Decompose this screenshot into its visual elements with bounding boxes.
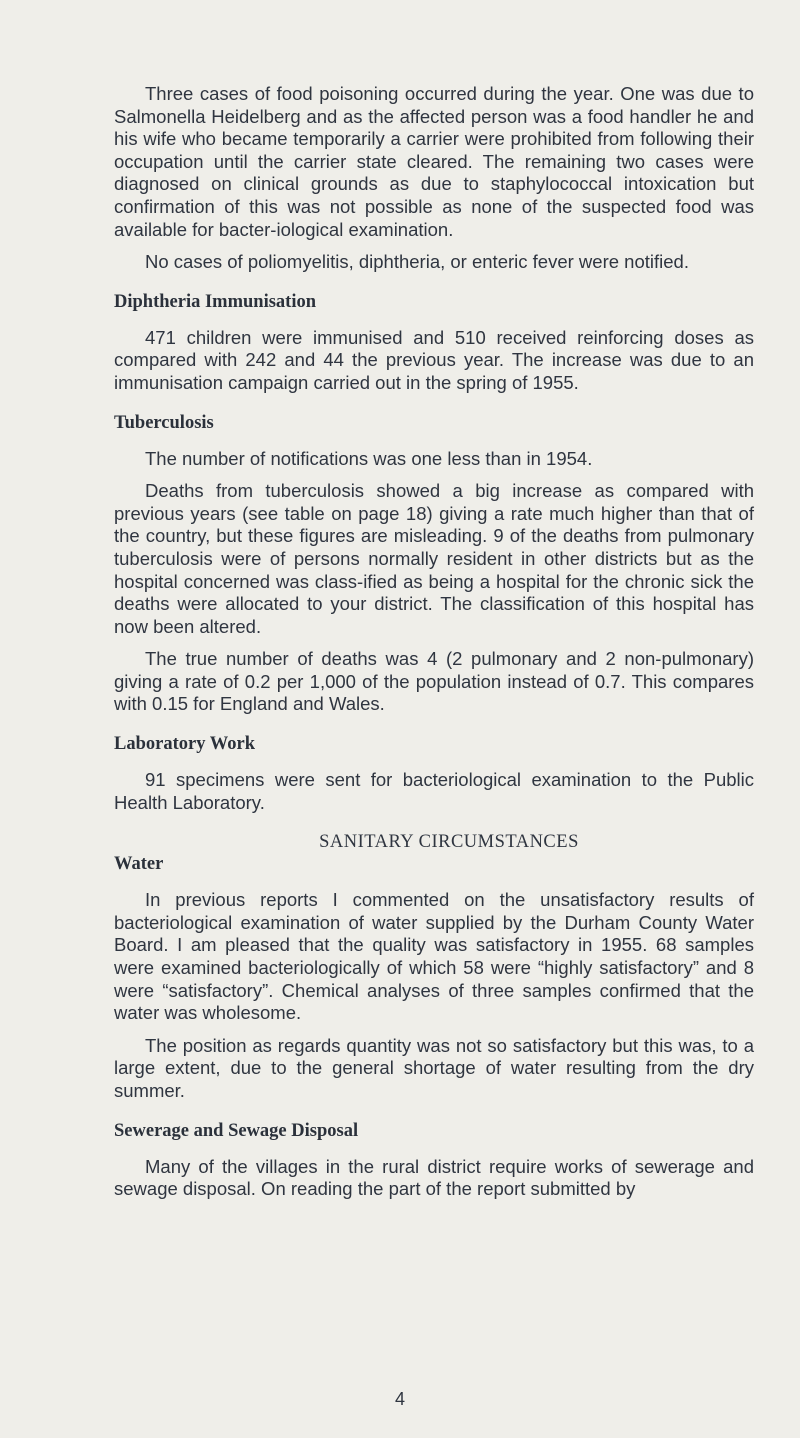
laboratory-heading: Laboratory Work (114, 734, 255, 755)
tuberculosis-true-number-paragraph: The true number of deaths was 4 (2 pulmonary and 2 non-pulmonary) giving a rate of 0.2 per 1,000 of the population instead of 0.7. This compares with 0.15 for England and Wales. (114, 648, 754, 715)
tuberculosis-deaths-paragraph: Deaths from tuberculosis showed a big increase as compared with previous years (see table on page 18) giving a rate much higher than that of the country, but these figures are misleading. 9 of the deaths from pulmonary tuberculosis were of persons normally resident in other districts but as the hospital concerned was class-ified as being a hospital for the chronic sick the deaths were allocated to your district. The classification of this hospital has now been altered. (114, 480, 754, 637)
food-poisoning-paragraph: Three cases of food poisoning occurred during the year. One was due to Salmonella Heidelberg and as the affected person was a food handler he and his wife who became temporarily a carrier were prohibited from following their occupation until the carrier state cleared. The remaining two cases were diagnosed on clinical grounds as due to staphylococcal intoxication but confirmation of this was not possible as none of the suspected food was available for bacter-iological examination. (114, 83, 754, 240)
sanitary-circumstances-title: SANITARY CIRCUMSTANCES (319, 832, 579, 853)
tuberculosis-heading: Tuberculosis (114, 412, 214, 433)
water-heading: Water (114, 854, 164, 875)
page-content (114, 83, 754, 1201)
sewerage-paragraph: Many of the villages in the rural district require works of sewerage and sewage disposal. On reading the part of the report submitted by (114, 1155, 754, 1200)
sewerage-heading: Sewerage and Sewage Disposal (114, 1120, 359, 1141)
water-quantity-paragraph: The position as regards quantity was not so satisfactory but this was, to a large extent, due to the general shortage of water resulting from the dry summer. (114, 1034, 754, 1101)
page-number: 4 (394, 1389, 405, 1409)
laboratory-paragraph: 91 specimens were sent for bacteriological examination to the Public Health Laboratory. (114, 769, 754, 813)
tuberculosis-notifications-paragraph: The number of notifications was one less than in 1954. (145, 447, 593, 469)
diphtheria-heading: Diphtheria Immunisation (114, 291, 316, 312)
diphtheria-paragraph: 471 children were immunised and 510 received reinforcing doses as compared with 242 and 44 the previous year. The increase was due to an immunisation campaign carried out in the spring of 1955. (114, 326, 754, 393)
no-cases-paragraph: No cases of poliomyelitis, diphtheria, or enteric fever were notified. (145, 251, 689, 273)
water-quality-paragraph: In previous reports I commented on the unsatisfactory results of bacteriological examination of water supplied by the Durham County Water Board. I am pleased that the quality was satisfactory in 1955. 68 samples were examined bacteriologically of which 58 were “highly satisfactory” and 8 were “satisfactory”. Chemical analyses of three samples confirmed that the water was wholesome. (114, 889, 754, 1024)
